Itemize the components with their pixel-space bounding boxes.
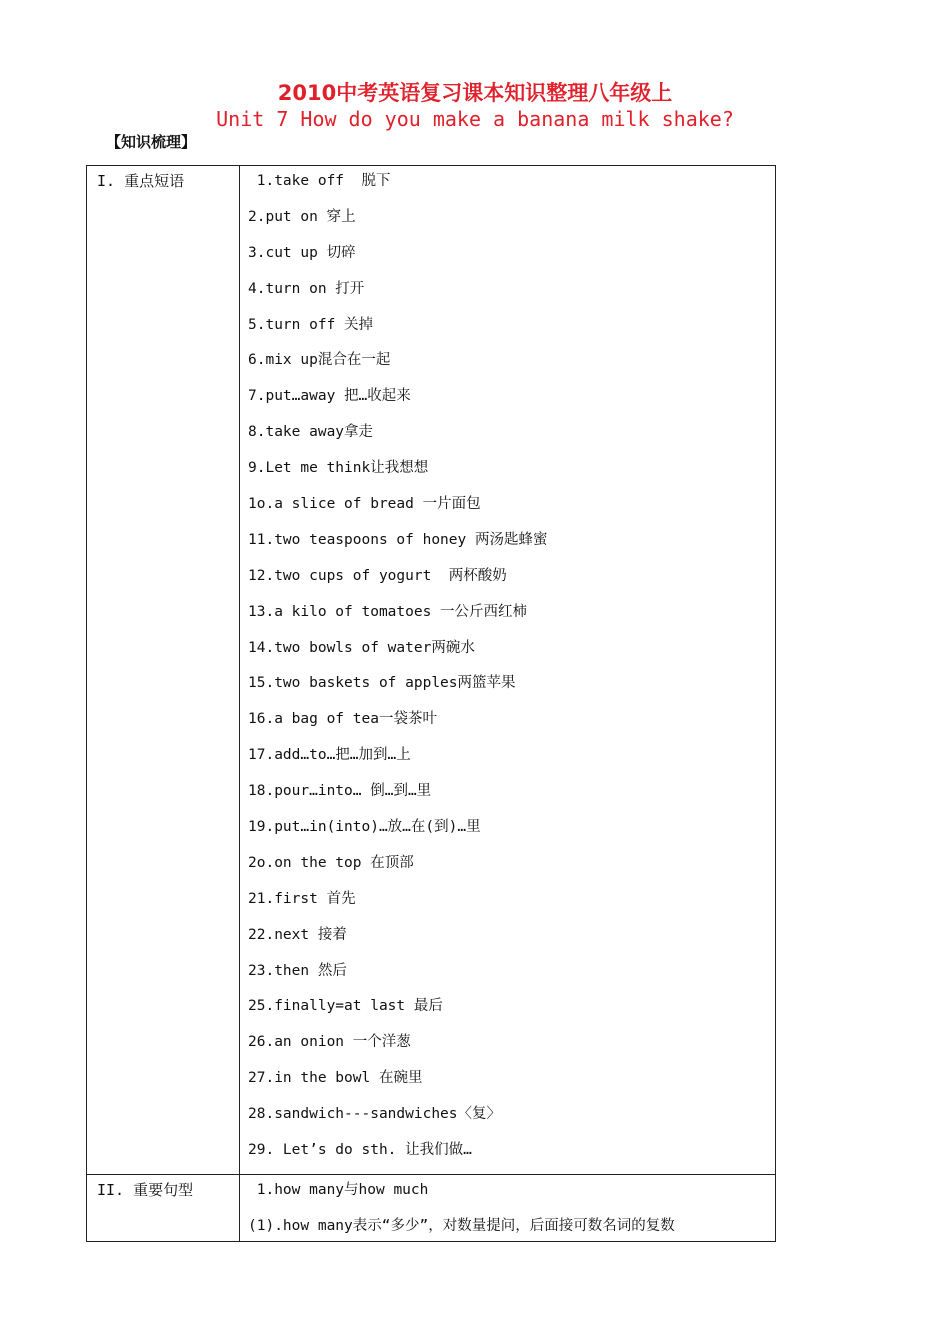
phrase-list (240, 166, 775, 1174)
list-item: 16.a bag of tea一袋茶叶 (248, 711, 437, 728)
list-item: 5.turn off 关掉 (248, 316, 374, 333)
table-row-phrases (87, 166, 776, 1175)
list-item: 21.first 首先 (248, 890, 356, 907)
list-item: 23.then 然后 (248, 962, 347, 979)
list-item: 26.an onion 一个洋葱 (248, 1034, 411, 1051)
list-item: 14.two bowls of water两碗水 (248, 639, 475, 656)
list-item: 1o.a slice of bread 一片面包 (248, 496, 481, 513)
list-item: 12.two cups of yogurt 两杯酸奶 (248, 567, 507, 584)
unit-subtitle: Unit 7 How do you make a banana milk shake? (216, 107, 734, 131)
list-item: 8.take away拿走 (248, 424, 374, 441)
phrases-cell (240, 166, 776, 1175)
list-item: 27.in the bowl 在碗里 (248, 1070, 423, 1087)
list-item: 13.a kilo of tomatoes 一公斤西红柿 (248, 603, 528, 620)
list-item: 4.turn on 打开 (248, 280, 365, 297)
list-item: 29. Let’s do sth. 让我们做… (248, 1142, 472, 1159)
list-item: 3.cut up 切碎 (248, 244, 356, 261)
list-item: 2o.on the top 在顶部 (248, 854, 414, 871)
list-item: 28.sandwich---sandwiches〈复〉 (248, 1106, 502, 1123)
list-item: 1.how many与how much (248, 1181, 429, 1198)
list-item: 25.finally=at last 最后 (248, 998, 443, 1015)
row-label-cell (87, 1174, 240, 1241)
sentence-list (240, 1175, 775, 1241)
list-item: 6.mix up混合在一起 (248, 352, 391, 369)
list-item: (1).how many表示“多少”，对数量提问，后面接可数名词的复数 (248, 1217, 675, 1234)
list-item: 9.Let me think让我想想 (248, 460, 429, 477)
list-item: 1.take off 脱下 (248, 173, 391, 189)
row-label-sentences: II. 重要句型 (97, 1180, 194, 1199)
section-label: 【知识梳理】 (106, 133, 197, 151)
list-item: 17.add…to…把…加到…上 (248, 747, 411, 764)
list-item: 22.next 接着 (248, 926, 347, 943)
knowledge-table (86, 165, 776, 1242)
document-title: 2010中考英语复习课本知识整理八年级上 (277, 81, 673, 105)
row-label-phrases: I. 重点短语 (97, 172, 185, 190)
list-item: 15.two baskets of apples两篮苹果 (248, 675, 516, 692)
list-item: 19.put…in(into)…放…在(到)…里 (248, 819, 481, 836)
list-item: 18.pour…into… 倒…到…里 (248, 783, 432, 800)
table-row-sentences (87, 1174, 776, 1241)
list-item: 7.put…away 把…收起来 (248, 388, 411, 405)
list-item: 2.put on 穿上 (248, 208, 356, 225)
sentences-cell (240, 1174, 776, 1241)
list-item: 11.two teaspoons of honey 两汤匙蜂蜜 (248, 531, 548, 548)
row-label-cell (87, 166, 240, 1175)
